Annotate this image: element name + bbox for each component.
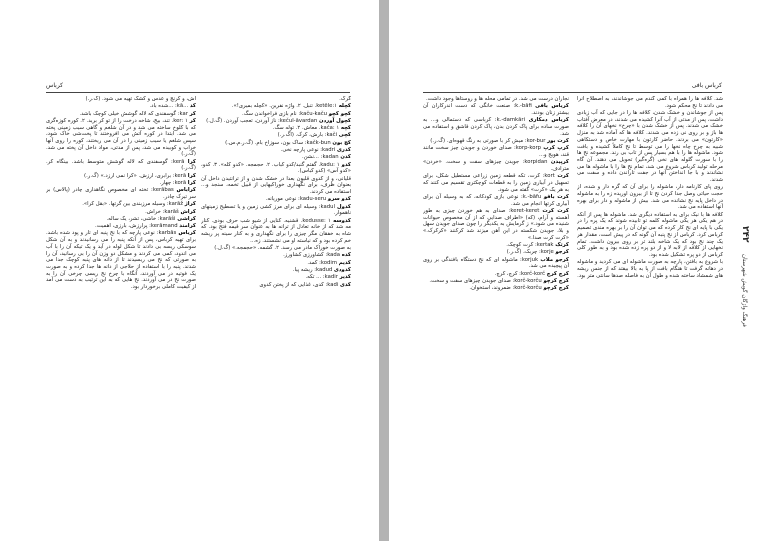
- running-head-right: کرباس بافی: [691, 82, 722, 89]
- entry-definition: korā: چهار.: [159, 180, 187, 186]
- entry-definition: kedusse: ۱. قشنیه. کنایی از شیو شب حرف بودی. کنار مه شد که از خانه تعادل از ترانه ها به عنوان سر قیمه فتح بود. که شاه به خفقان مگر چیزی را برای نگهداری و به کنار سینه پر ریشه خم کرده بود و که نیاسته او می نشستند. زه...: [201, 217, 351, 244]
- entry-headword: کر: [189, 117, 196, 124]
- dictionary-entry: [46, 111, 196, 118]
- dictionary-entry: [201, 118, 351, 125]
- dictionary-entry: [201, 140, 351, 147]
- dictionary-entry: [423, 173, 569, 193]
- entry-headword: کرامند: [179, 223, 196, 230]
- entry-definition: kadir: ... تکه.: [305, 274, 338, 281]
- entry-headword: کرچ کرچ: [546, 270, 569, 277]
- entry-definition: kači: بارش، کرک. (اگ.ر.): [277, 132, 338, 139]
- entry-definition: kaču-kaču: نام بازی فراخواندن سگ.: [242, 110, 328, 117]
- dictionary-entry: [577, 212, 723, 259]
- dictionary-entry: [423, 138, 569, 145]
- entry-headword: کرچ کرچو: [543, 278, 569, 284]
- dictionary-entry: [423, 145, 569, 158]
- entry-headword: کراباس: [176, 187, 196, 194]
- entry-headword: کرت کرت: [542, 208, 569, 214]
- entry-headword: کدیم: [338, 259, 351, 266]
- dictionary-entry: [423, 159, 569, 172]
- entry-definition: karāš: خراش.: [145, 208, 179, 215]
- dictionary-column-left: [423, 96, 569, 536]
- dictionary-entry: [423, 96, 569, 103]
- entry-headword: کرت: [557, 173, 569, 180]
- side-folio: فرهنگ واژگان گویش شهرستان: [741, 254, 747, 327]
- dictionary-entry: [201, 267, 351, 274]
- entry-definition: korpidan: جویدن چیزهای سفت و سخت. «خردن» مترادف.: [423, 159, 569, 172]
- entry-headword: کچه: [340, 125, 351, 132]
- dictionary-entry: [201, 103, 351, 110]
- entry-headword: کرپ کرپ: [543, 145, 569, 152]
- entry-definition: پس از جوشاندن و خشک شدن، کلافه ها را در جایی که آب زیادی داشت، پس از مدتی از آب آنرا کشیده می شدند، در معرض آفتاب خشک می شدند. پس از خشک شدن با «چرخ» نخهای آن را کلافه ها باز و بر روی نی زده می شدند. کلافه ها که آماده شد به منزل «کارتون» می بردند. حاضر کارتون با مهارت خاص و دستکاهی شبیه به چرخ چاه نخها را می توسط تا نخ کاملاً کشیده و بافت شود. ماشوله ها را با هم بسیار پس از تاب بی رند. مجموعه نخ ها را با سورت گلوله های نخی (گره‌گیر) تحویل می دهند. آن گاه مرحله تولید کرباس شروع می شد، تمام نخ ها را با ماشوله ها می نشاندند و با جا انداختن آنها در جفت تاراندن داده و سفت می شدند.: [577, 110, 723, 184]
- entry-definition: kar: گوسفندی که لاله گوشش خیلی کوچک باشد.: [79, 110, 188, 117]
- dictionary-entry: [201, 260, 351, 267]
- page-number: ۲۴۲: [740, 226, 750, 243]
- dictionary-entry: [423, 249, 569, 256]
- entry-definition: korč-korču: صدای جویدن چیزهای سفت و سخت.: [429, 278, 542, 284]
- entry-definition: kadu-seru: نوعی موریانه.: [265, 196, 327, 203]
- dictionary-entry: [201, 154, 351, 161]
- entry-definition: kerāmand: پرارزش، بارزی، اهمیت.: [95, 223, 178, 230]
- entry-definition: kadu: ۱. گفتم گنبد/کدو کباب. ۲. حجمجه. «کدو کله». ۳. کدو، «کدو آس» (کدو کباس).: [201, 161, 351, 175]
- dictionary-entry: [46, 103, 196, 110]
- dictionary-entry: [423, 271, 569, 278]
- entry-headword: کدی: [340, 281, 351, 288]
- dictionary-entry: [46, 96, 196, 103]
- entry-definition: korje: چربک، (گ.ر.): [506, 249, 554, 256]
- entry-definition: kertak: کرت کوچک.: [506, 242, 554, 249]
- dictionary-entry: [577, 96, 723, 109]
- dictionary-entry: [423, 208, 569, 242]
- dictionary-entry: [201, 282, 351, 289]
- entry-definition: آش، و کرنچ و عدس و کشک تهیه می شود. (گ.ر.): [85, 96, 196, 102]
- entry-headword: کرتک: [555, 242, 569, 249]
- entry-headword: کدو سرو: [327, 196, 351, 203]
- dictionary-entry: [46, 173, 196, 180]
- entry-headword: کده: [341, 252, 351, 259]
- dictionary-entry: [423, 117, 569, 137]
- dictionary-entry: [423, 285, 569, 292]
- entry-definition: kečul-āvardan: ناز آوردن، تعجب آوردن. (گ.ل.): [206, 117, 318, 124]
- left-page: [0, 0, 379, 541]
- entry-headword: کچی: [338, 132, 351, 139]
- entry-definition: korjuk: ماشوله ای که نخ دستگاه بافندگی بر روی آن پیچیده می شد.: [423, 256, 569, 270]
- dictionary-entry: [201, 196, 351, 203]
- dictionary-entry: [201, 111, 351, 118]
- entry-headword: کدن: [340, 154, 351, 161]
- entry-definition: با شروع به بافتن، پارچه به صورت ماشوله ای می کردید و ماشوله در دهانه گرفت تا هنگام بافت از پا به بالا بیفتد که از جنس ریشه های شمشاد ساخته شده و طول آن به فاصله صدها سانتی متر بود.: [577, 259, 723, 279]
- dictionary-entry: [46, 180, 196, 187]
- entry-definition: kort: کرت، تکه قطعه زمین زراعی مستطیل شکل، برای تسهیل در آبیاری زمین را به قطعات کوچکتری تقسیم می کنند که به هر یک «کرت» گفته می شود.: [423, 173, 569, 193]
- dictionary-entry: [577, 110, 723, 184]
- entry-definition: قلیانی، و از کدوی قلیون بعدا در خشک شدن و از ترانتیدن داخل آن بعنوان ظرف، برای نگهداری خوراکیهایی از قبیل تخمه، سنجد و... استفاده می کردند.: [201, 175, 351, 196]
- entry-headword: کچله: [338, 103, 351, 110]
- dictionary-entry: [201, 162, 351, 175]
- entry-headword: کراشی: [177, 215, 196, 222]
- dictionary-entry: [577, 259, 723, 279]
- entry-definition: korč-korč: کرچ، کرچ.: [494, 270, 546, 277]
- entry-definition: kor-bur: میش کر با صورتی به رنگ قهوه‌ای. (گ.ر.): [430, 138, 546, 144]
- entry-headword: کدودی: [333, 266, 351, 273]
- right-page: [389, 0, 768, 541]
- entry-definition: کلافه ها با نیک برای به استفاده دیگری شد. ماشوله ها پس از آنکه در هم یکی هر یکی ماشوله کلمه تو تابیده شوند که یک پره را در یکی با پایه ای نخ کار کرده که می توان آن را بر بهره مندی تصمیم کرباس کرد. کرباس از نخ پنبه آن گونه که در پیش است، مقدار هر یک چند نخ بود که یک شاخه بلند تر بر روی بیرون داشت. تمام نخهایی از کلافه از لابه لا و از دو پره زده شده بود و به طور کلی کرباس از دو پره تشکیل شده بود.: [577, 211, 723, 258]
- entry-definition: korč-korču: ضمروند، استخوان.: [469, 285, 542, 292]
- entry-definition: kača: ۱. معاش. ۲. توله سگ.: [272, 125, 340, 132]
- entry-definition: kadi: کدی، غذایی که از پختن کدوی: [259, 281, 339, 288]
- entry-definition: keret-keret: صدای به هم خوردن چیزی به طور آهسته و آرام، (که) «اطراف صدایی که از آن مخصوص حیوانات شنیده می شود.» ز گرمایش به یکدیگر را چون صدای جویدن سهل و بلا، جویدن شکسته در این آهن میزند شد کرکنند «کرکرک.» «کرت کرت صدا.»: [423, 208, 569, 241]
- entry-definition: kadri: نوعی پارچه نخی.: [280, 147, 336, 154]
- dictionary-entry: [46, 223, 196, 230]
- entry-headword: کر: [189, 110, 196, 117]
- dictionary-entry: [201, 245, 351, 252]
- dictionary-entry: [46, 118, 196, 158]
- entry-headword: کچ بون: [332, 139, 351, 146]
- dictionary-column-left: [46, 96, 196, 536]
- entry-headword: کچو کچو: [328, 110, 351, 117]
- entry-definition: kadan: ...نشن.: [302, 154, 339, 161]
- entry-headword: کدو: [341, 161, 351, 168]
- dictionary-entry: [201, 132, 351, 139]
- entry-definition: kada: کشاورزی کشاورز.: [283, 252, 341, 259]
- dictionary-entry: [46, 216, 196, 223]
- entry-headword: کرچ کرچو: [543, 285, 569, 292]
- entry-definition: kerā: گوسفندی که لاله گوشش متوسط باشد. بینگاه کر. (گ.ر.): [46, 158, 196, 172]
- entry-headword: کرا: [187, 158, 196, 165]
- dictionary-entry: [201, 176, 351, 196]
- dictionary-entry: [201, 274, 351, 281]
- entry-definition: نجاران درست می شد. در تمامی محله ها و روستاها وجود داشت.: [425, 96, 569, 102]
- entry-headword: کرباس بافی: [535, 103, 569, 110]
- entry-headword: کراژ: [184, 201, 196, 208]
- entry-definition: ketēle:۱. تنبل. ۲. واژه نفرین. «کچله بمیری!».: [231, 103, 338, 110]
- dictionary-entry: [423, 257, 569, 270]
- entry-definition: kadul: وسیله ای برای مرز کشی زمین و یا تسطیح زمینهای ناهموار.: [201, 203, 351, 217]
- dictionary-entry: [201, 204, 351, 217]
- dictionary-column-right: [201, 96, 351, 536]
- entry-headword: کرباس دمکاری: [528, 117, 569, 124]
- entry-headword: کرجو: [555, 249, 569, 256]
- entry-definition: kadud: ریشه پیا.: [292, 266, 333, 273]
- dictionary-entry: [577, 184, 723, 211]
- entry-headword: کرپیدن: [550, 159, 569, 166]
- entry-definition: karāši: خاشی، تشر، یک ساله.: [106, 215, 176, 222]
- entry-headword: کدیر: [339, 274, 351, 281]
- dictionary-entry: [423, 242, 569, 249]
- dictionary-column-right: [577, 96, 723, 536]
- entry-definition: به صورت خوراک مادر می رسد. ۲. گشمه. «حجمجه.» (گ.ل.): [214, 245, 351, 252]
- entry-definition: k.-bāfi: صنعت خانگی که دست اندرکاران آن بیشتر زنان بودند.: [423, 103, 569, 116]
- entry-definition: ker: ۱. تند، بیخ، شاخه درخت را از تو کر برید. ۲. کوره کوزه‌گری که با کلوخ ساخته می شد و در آن شلغم و گاهی سیب زمینی پخته می شد. ابتدا در کوره آتش می افروختند تا پخت‌شی خاک شود، سپس شلغم یا سیب زمینی را در آن می ریختند، کوره را روی آنها خراب و کوبیده می شد، پس از مدتی، مواد داخل آن پخته می شد. (گ.ر.): [46, 117, 196, 158]
- dictionary-entry: [46, 201, 196, 208]
- entry-definition: kačk-bun: ساک بون، سوزاخ بام. (گ.ر.م.س.): [225, 139, 331, 146]
- entry-headword: کدوسه: [333, 217, 351, 224]
- header-rule: [423, 92, 722, 93]
- entry-definition: k.-bāfu: نوعی بازی کودکانه، که به وسیله آن برای آبیاری کرتها انجام می شد.: [423, 194, 569, 207]
- dictionary-entry: [201, 218, 351, 245]
- entry-headword: کرجو ملاب: [540, 256, 569, 263]
- dictionary-entry: [201, 147, 351, 154]
- entry-headword: کرا: [187, 172, 196, 179]
- entry-definition: karāž: وسیله مرزبندی بین گرتها. «بقل کرا».: [82, 201, 184, 208]
- entry-headword: کرباس: [178, 230, 196, 237]
- entry-definition: ...kā: ...شده باد.: [149, 103, 189, 110]
- entry-definition: korp-korp: صدای خوردن و جویدن چیز سخت مانند قند، هویج و...: [423, 145, 569, 158]
- dictionary-entry: [46, 187, 196, 200]
- dictionary-entry: [46, 230, 196, 290]
- entry-headword: کدول: [336, 203, 351, 210]
- entry-headword: کرت بور: [547, 138, 569, 144]
- entry-definition: kodim: کمد.: [307, 259, 338, 266]
- entry-definition: k.-damkāri: کرباسی که دستمالی و... به صورت ساده برای پاک کردن بدن، پاک کردن قاشق و استفاده می شد.: [423, 117, 569, 137]
- header-rule: [46, 92, 350, 93]
- entry-headword: کذ: [189, 103, 196, 110]
- entry-definition: kerābas: تخته ای مخصوص نگاهداری چادر (پالاس) بر سر تیرک چادر.: [46, 187, 196, 200]
- dictionary-entry: [423, 278, 569, 285]
- dictionary-entry: [201, 125, 351, 132]
- entry-definition: karbās: نوعی پارچه که با نخ پنبه ای تار و پود شده باشد. برای تهیه کرباس، پس از آنکه پنبه را می رسانیدند و به آن شکل سوسکی ریسه بی دادند تا شکل لوله در آید و یک تیکه آن را با آب می اندود، کمی می کردند و مشکل دو وزن آن را بی رسانید، آن را به صورتی که نخ می ریسیدند تا از دانه های پنبه کوچک جدا می شدند. پنبه را با استفاده از حلاجی از دانه ها جدا کرده و به صورت یک فوتیه در می آوردند، آنگاه با چرخ نخ ریسی چرخی آن را به صورت نخ در می آوردند. نخ هایی که به این ترتیب به دست می آمد از کیفیت کاملی برخوردار بود.: [46, 230, 196, 291]
- running-head-left: کرباس: [46, 82, 63, 89]
- dictionary-entry: [201, 96, 351, 103]
- entry-headword: کچول آوردن: [318, 117, 351, 124]
- entry-headword: کرا: [187, 180, 196, 186]
- dictionary-entry: [201, 252, 351, 259]
- entry-headword: کرت بافو: [543, 194, 569, 200]
- dictionary-entry: [423, 103, 569, 116]
- dictionary-entry: [423, 194, 569, 207]
- dictionary-entry: [46, 159, 196, 172]
- dictionary-entry: [46, 209, 196, 216]
- entry-definition: روی پای کارنامه دار، ماشوله را برای آن که گره دار و شده، از حجت حیاتی وصل جدا کردن نخ تا از بیرون اوریده زه را به ماشوله در داخل پایه نخ نشانده می شد. بیش از ماشوله و دار برای بهره آنها استفاده می شد.: [577, 184, 723, 211]
- entry-definition: شد. کلافه ها را همراه با کمی گندم می جوشاندند، به اصطلاح آنرا می دادند تا نخ محکم شود.: [577, 96, 723, 109]
- entry-headword: کراش: [180, 208, 196, 215]
- entry-definition: kerā: برابری، ارزش. «کرا نمی ارزد.» (گ.ر.): [84, 172, 187, 179]
- entry-definition: گرگ.: [339, 96, 351, 102]
- entry-headword: کدری: [336, 147, 351, 154]
